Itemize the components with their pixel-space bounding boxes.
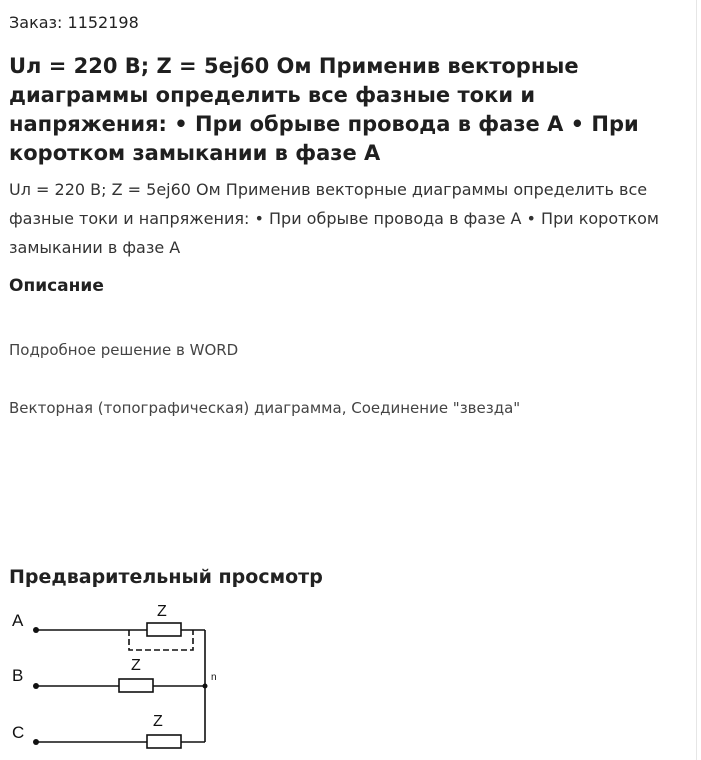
impedance-b-label: Z <box>131 657 141 674</box>
impedance-c-label: Z <box>153 713 163 730</box>
terminal-b <box>33 683 39 689</box>
preview-image[interactable] <box>0 598 260 760</box>
neutral-node <box>203 684 208 689</box>
product-title: Uл = 220 В; Z = 5ej60 Ом Применив векторные диаграммы определить все фазные токи и напряжения: • При обрыве провода в фазе А • При коротком замыкании в фазе А <box>9 54 639 165</box>
short-circuit-dashed-path <box>129 630 193 650</box>
preview-heading: Предварительный просмотр <box>9 566 323 588</box>
phase-a-label: A <box>12 611 24 630</box>
phase-b-label: B <box>12 666 24 685</box>
neutral-label: n <box>211 672 217 683</box>
product-short-description: Uл = 220 В; Z = 5ej60 Ом Применив векторные диаграммы определить все фазные токи и напряжения: • При обрыве провода в фазе А • При коротком замыкании в фазе А <box>9 180 659 257</box>
order-number: Заказ: 1152198 <box>9 13 139 32</box>
terminal-c <box>33 739 39 745</box>
phase-c-label: C <box>12 723 25 742</box>
resistor-b <box>119 679 153 692</box>
resistor-c <box>147 735 181 748</box>
terminal-a <box>33 627 39 633</box>
description-line-word: Подробное решение в WORD <box>9 341 239 359</box>
circuit-diagram <box>0 598 260 760</box>
description-line-diagram: Векторная (топографическая) диаграмма, Соединение "звезда" <box>9 399 521 417</box>
impedance-a-label: Z <box>157 603 167 620</box>
resistor-a <box>147 623 181 636</box>
description-heading: Описание <box>9 276 104 296</box>
